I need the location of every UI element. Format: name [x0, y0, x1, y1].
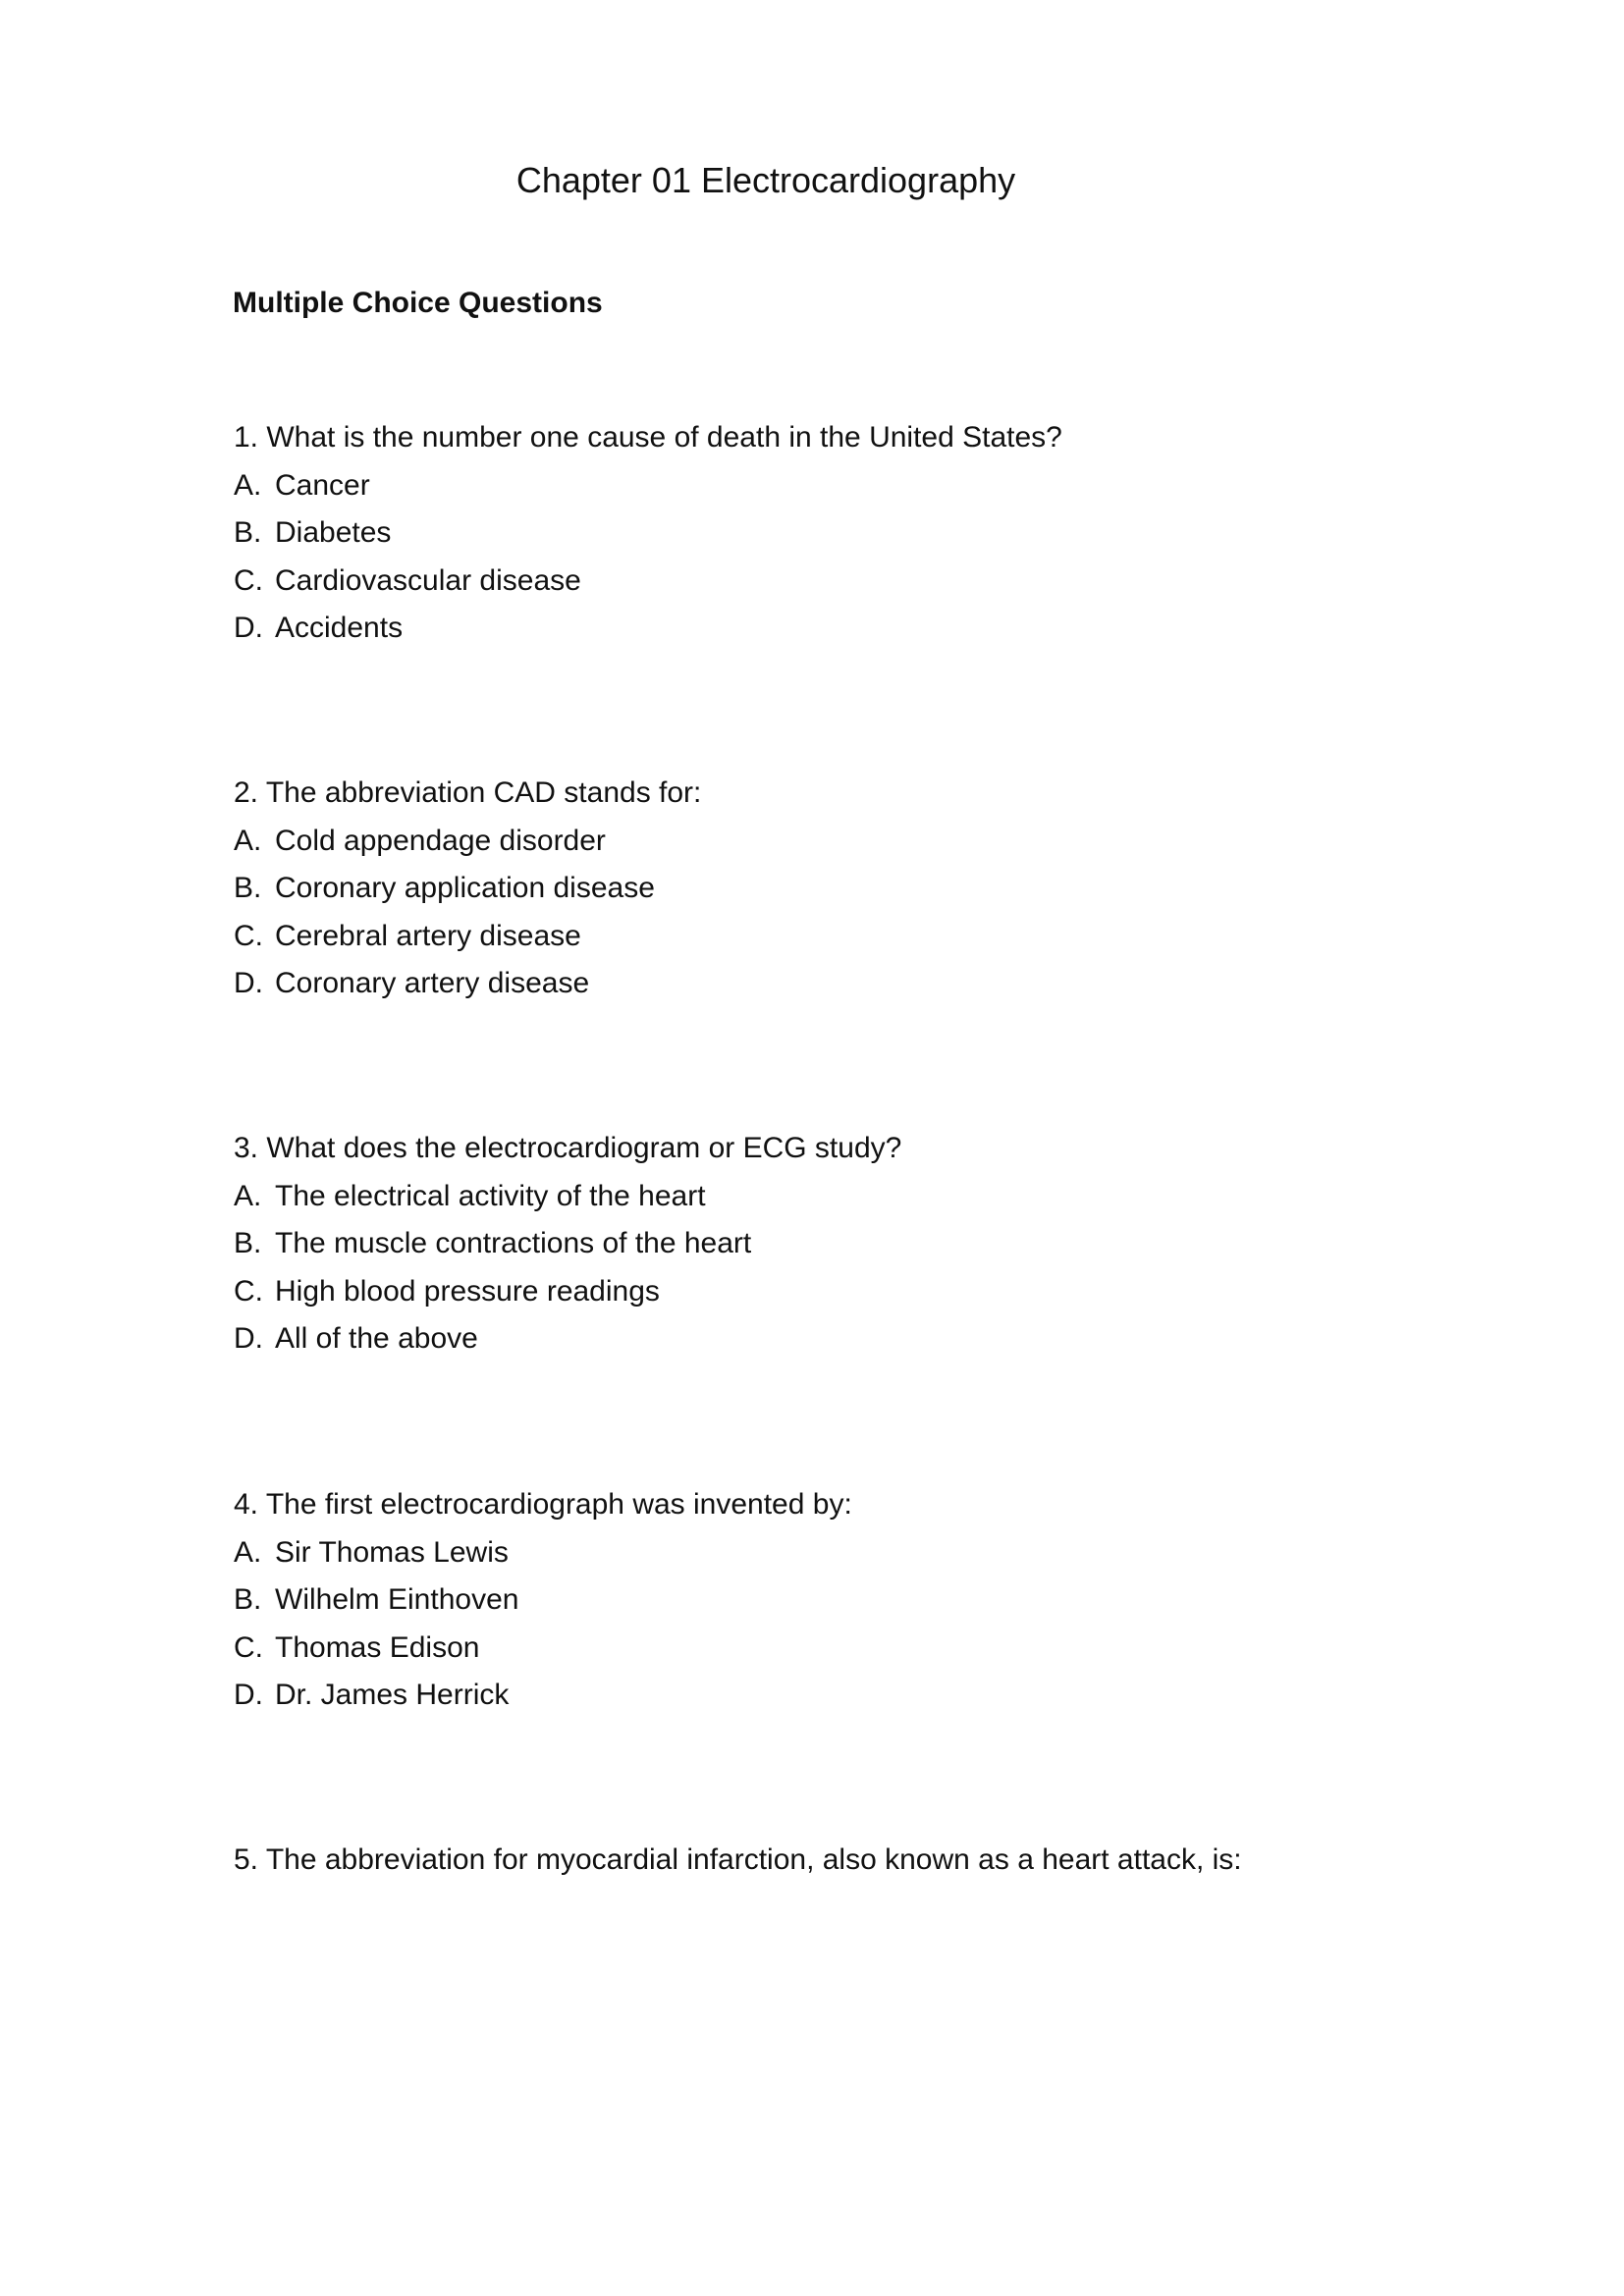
option-text: Cold appendage disorder [275, 824, 606, 857]
answer-option [234, 462, 1510, 510]
option-text: Coronary artery disease [275, 967, 590, 999]
option-letter: A. [234, 1179, 262, 1212]
section-heading: Multiple Choice Questions [233, 287, 603, 319]
option-letter: C. [234, 563, 263, 597]
option-text: Diabetes [275, 516, 392, 549]
option-letter: B. [234, 1227, 262, 1259]
option-text: Wilhelm Einthoven [275, 1583, 519, 1616]
option-letter: C. [234, 919, 263, 952]
option-letter: D. [234, 1679, 263, 1711]
question-text: 3. What does the electrocardiogram or ECG study? [234, 1132, 902, 1164]
answer-option [234, 913, 1510, 961]
answer-option [234, 865, 1510, 913]
option-text: Dr. James Herrick [275, 1679, 510, 1711]
question-text: 4. The first electrocardiograph was invented by: [234, 1488, 852, 1521]
option-letter: C. [234, 1274, 263, 1308]
option-text: The muscle contractions of the heart [275, 1227, 752, 1259]
answer-option [234, 1576, 1510, 1625]
question-5 [234, 1837, 1510, 1885]
option-text: Cancer [275, 468, 370, 502]
answer-option [234, 1625, 1510, 1673]
option-letter: A. [234, 1535, 262, 1569]
option-text: Coronary application disease [275, 872, 655, 904]
answer-options [234, 462, 1510, 653]
answer-option [234, 509, 1510, 558]
answer-option [234, 1529, 1510, 1577]
option-letter: B. [234, 1583, 262, 1616]
option-letter: A. [234, 468, 262, 502]
question-3 [234, 1125, 1510, 1363]
question-2 [234, 770, 1510, 1008]
option-letter: C. [234, 1630, 263, 1664]
option-letter: A. [234, 824, 262, 857]
question-4 [234, 1481, 1510, 1720]
answer-option [234, 960, 1510, 1008]
answer-option [234, 1268, 1510, 1316]
answer-option [234, 1220, 1510, 1268]
page-title: Chapter 01 Electrocardiography [515, 160, 1016, 200]
answer-option [234, 605, 1510, 653]
answer-option [234, 1315, 1510, 1363]
option-text: Sir Thomas Lewis [275, 1535, 509, 1569]
option-text: All of the above [275, 1322, 478, 1355]
option-text: Cerebral artery disease [275, 919, 581, 952]
question-text: 5. The abbreviation for myocardial infarction, also known as a heart attack, is: [234, 1843, 1242, 1876]
option-text: Cardiovascular disease [275, 563, 581, 597]
option-text: Thomas Edison [275, 1630, 480, 1664]
option-letter: B. [234, 872, 262, 904]
question-1 [234, 414, 1510, 653]
option-letter: D. [234, 612, 263, 644]
answer-options [234, 818, 1510, 1008]
option-text: High blood pressure readings [275, 1274, 660, 1308]
answer-option [234, 558, 1510, 606]
option-text: The electrical activity of the heart [275, 1179, 706, 1212]
option-letter: B. [234, 516, 262, 549]
option-letter: D. [234, 1322, 263, 1355]
question-text: 2. The abbreviation CAD stands for: [234, 776, 702, 809]
answer-options [234, 1529, 1510, 1720]
answer-options [234, 1173, 1510, 1363]
option-text: Accidents [275, 612, 404, 644]
option-letter: D. [234, 967, 263, 999]
question-text: 1. What is the number one cause of death in the United States? [234, 421, 1062, 454]
answer-option [234, 1173, 1510, 1221]
answer-option [234, 818, 1510, 866]
answer-option [234, 1672, 1510, 1720]
